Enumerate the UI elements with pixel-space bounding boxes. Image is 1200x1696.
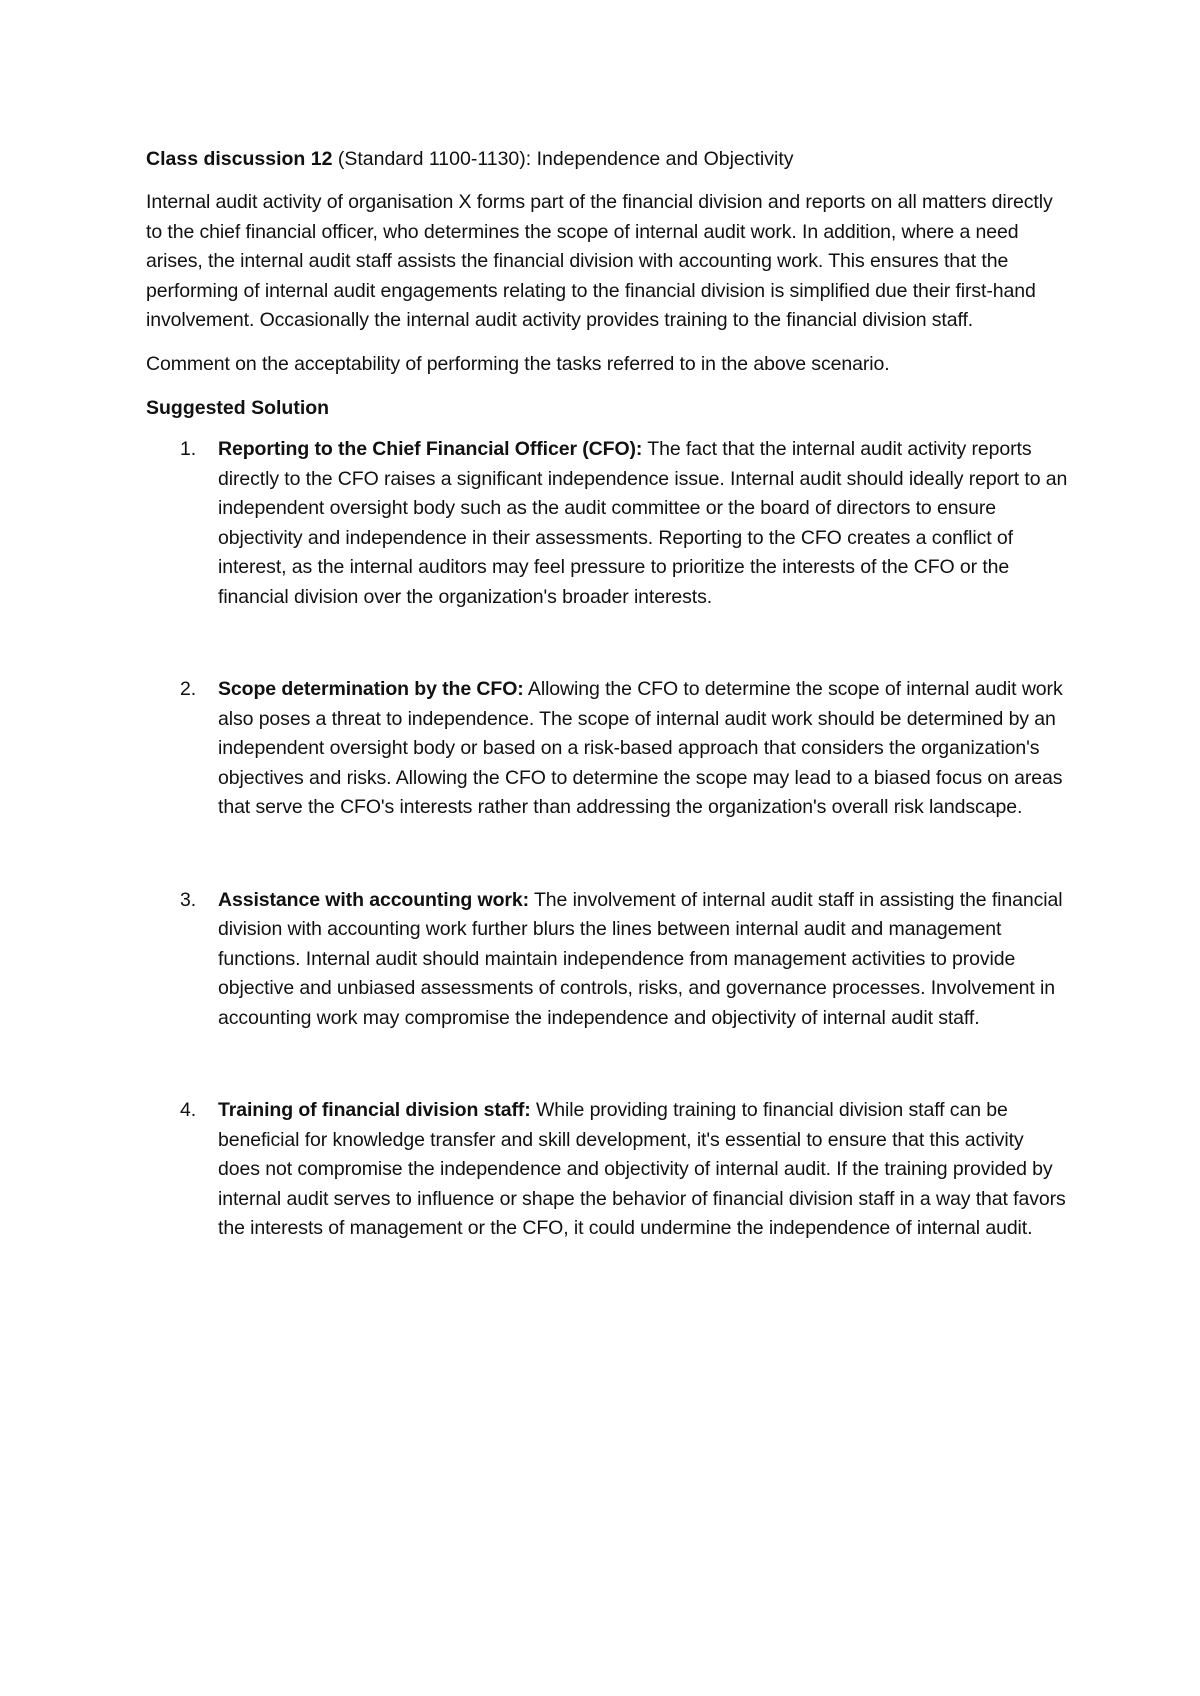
solution-text: The fact that the internal audit activity reports directly to the CFO raises a significant independence issue. Internal audit should ideally report to an independent oversight body such as the audit committee or the board of directors to ensure objectivity and independence in their assessments. Reporting to the CFO creates a conflict of interest, as the internal auditors may feel pressure to prioritize the interests of the CFO or the financial division over the organization's broader interests. <box>218 438 1068 608</box>
document-page <box>146 144 1066 1244</box>
solution-heading: Suggested Solution <box>146 397 330 419</box>
question-paragraph: Comment on the acceptability of performing the tasks referred to in the above scenario. <box>146 352 890 375</box>
solution-number: 4. <box>180 1099 197 1121</box>
solution-lead: Scope determination by the CFO: <box>218 678 524 700</box>
solution-item <box>146 435 1068 612</box>
solution-number: 2. <box>180 678 197 700</box>
solution-text: Allowing the CFO to determine the scope of internal audit work also poses a threat to independence. The scope of internal audit work should be determined by an independent oversight body or based on a risk-based approach that considers the organization's objectives and risks. Allowing the CFO to determine the scope may lead to a biased focus on areas that serve the CFO's interests rather than addressing the organization's overall risk landscape. <box>218 678 1063 818</box>
solution-item <box>146 886 1068 1034</box>
solution-number: 3. <box>180 888 197 911</box>
document-title-bold: Class discussion 12 <box>146 148 333 170</box>
solution-text: While providing training to financial division staff can be beneficial for knowledge transfer and skill development, it's essential to ensure that this activity does not compromise the independence and objectivity of internal audit. If the training provided by internal audit serves to influence or shape the behavior of financial division staff in a way that favors the interests of management or the CFO, it could undermine the independence of internal audit. <box>218 1099 1066 1239</box>
scenario-paragraph: Internal audit activity of organisation X forms part of the financial division and reports on all matters directly to the chief financial officer, who determines the scope of internal audit work. In addition, where a need arises, the internal audit staff assists the financial division with accounting work. This ensures that the performing of internal audit engagements relating to the financial division is simplified due their first-hand involvement. Occasionally the internal audit activity provides training to the financial division staff. <box>146 191 1053 331</box>
document-title <box>146 144 1066 174</box>
solution-text: The involvement of internal audit staff in assisting the financial division with accounting work further blurs the lines between internal audit and management functions. Internal audit should maintain independence from management activities to provide objective and unbiased assessments of controls, risks, and governance processes. Involvement in accounting work may compromise the independence and objectivity of internal audit staff. <box>218 888 1063 1029</box>
solution-list <box>146 435 1066 1244</box>
solution-lead: Training of financial division staff: <box>218 1099 531 1121</box>
document-title-rest: (Standard 1100-1130): Independence and Objectivity <box>332 148 794 170</box>
solution-lead: Assistance with accounting work: <box>218 888 530 911</box>
solution-number: 1. <box>180 438 197 460</box>
solution-item <box>146 1096 1068 1244</box>
solution-lead: Reporting to the Chief Financial Officer (CFO): <box>218 438 643 460</box>
solution-item <box>146 675 1068 823</box>
